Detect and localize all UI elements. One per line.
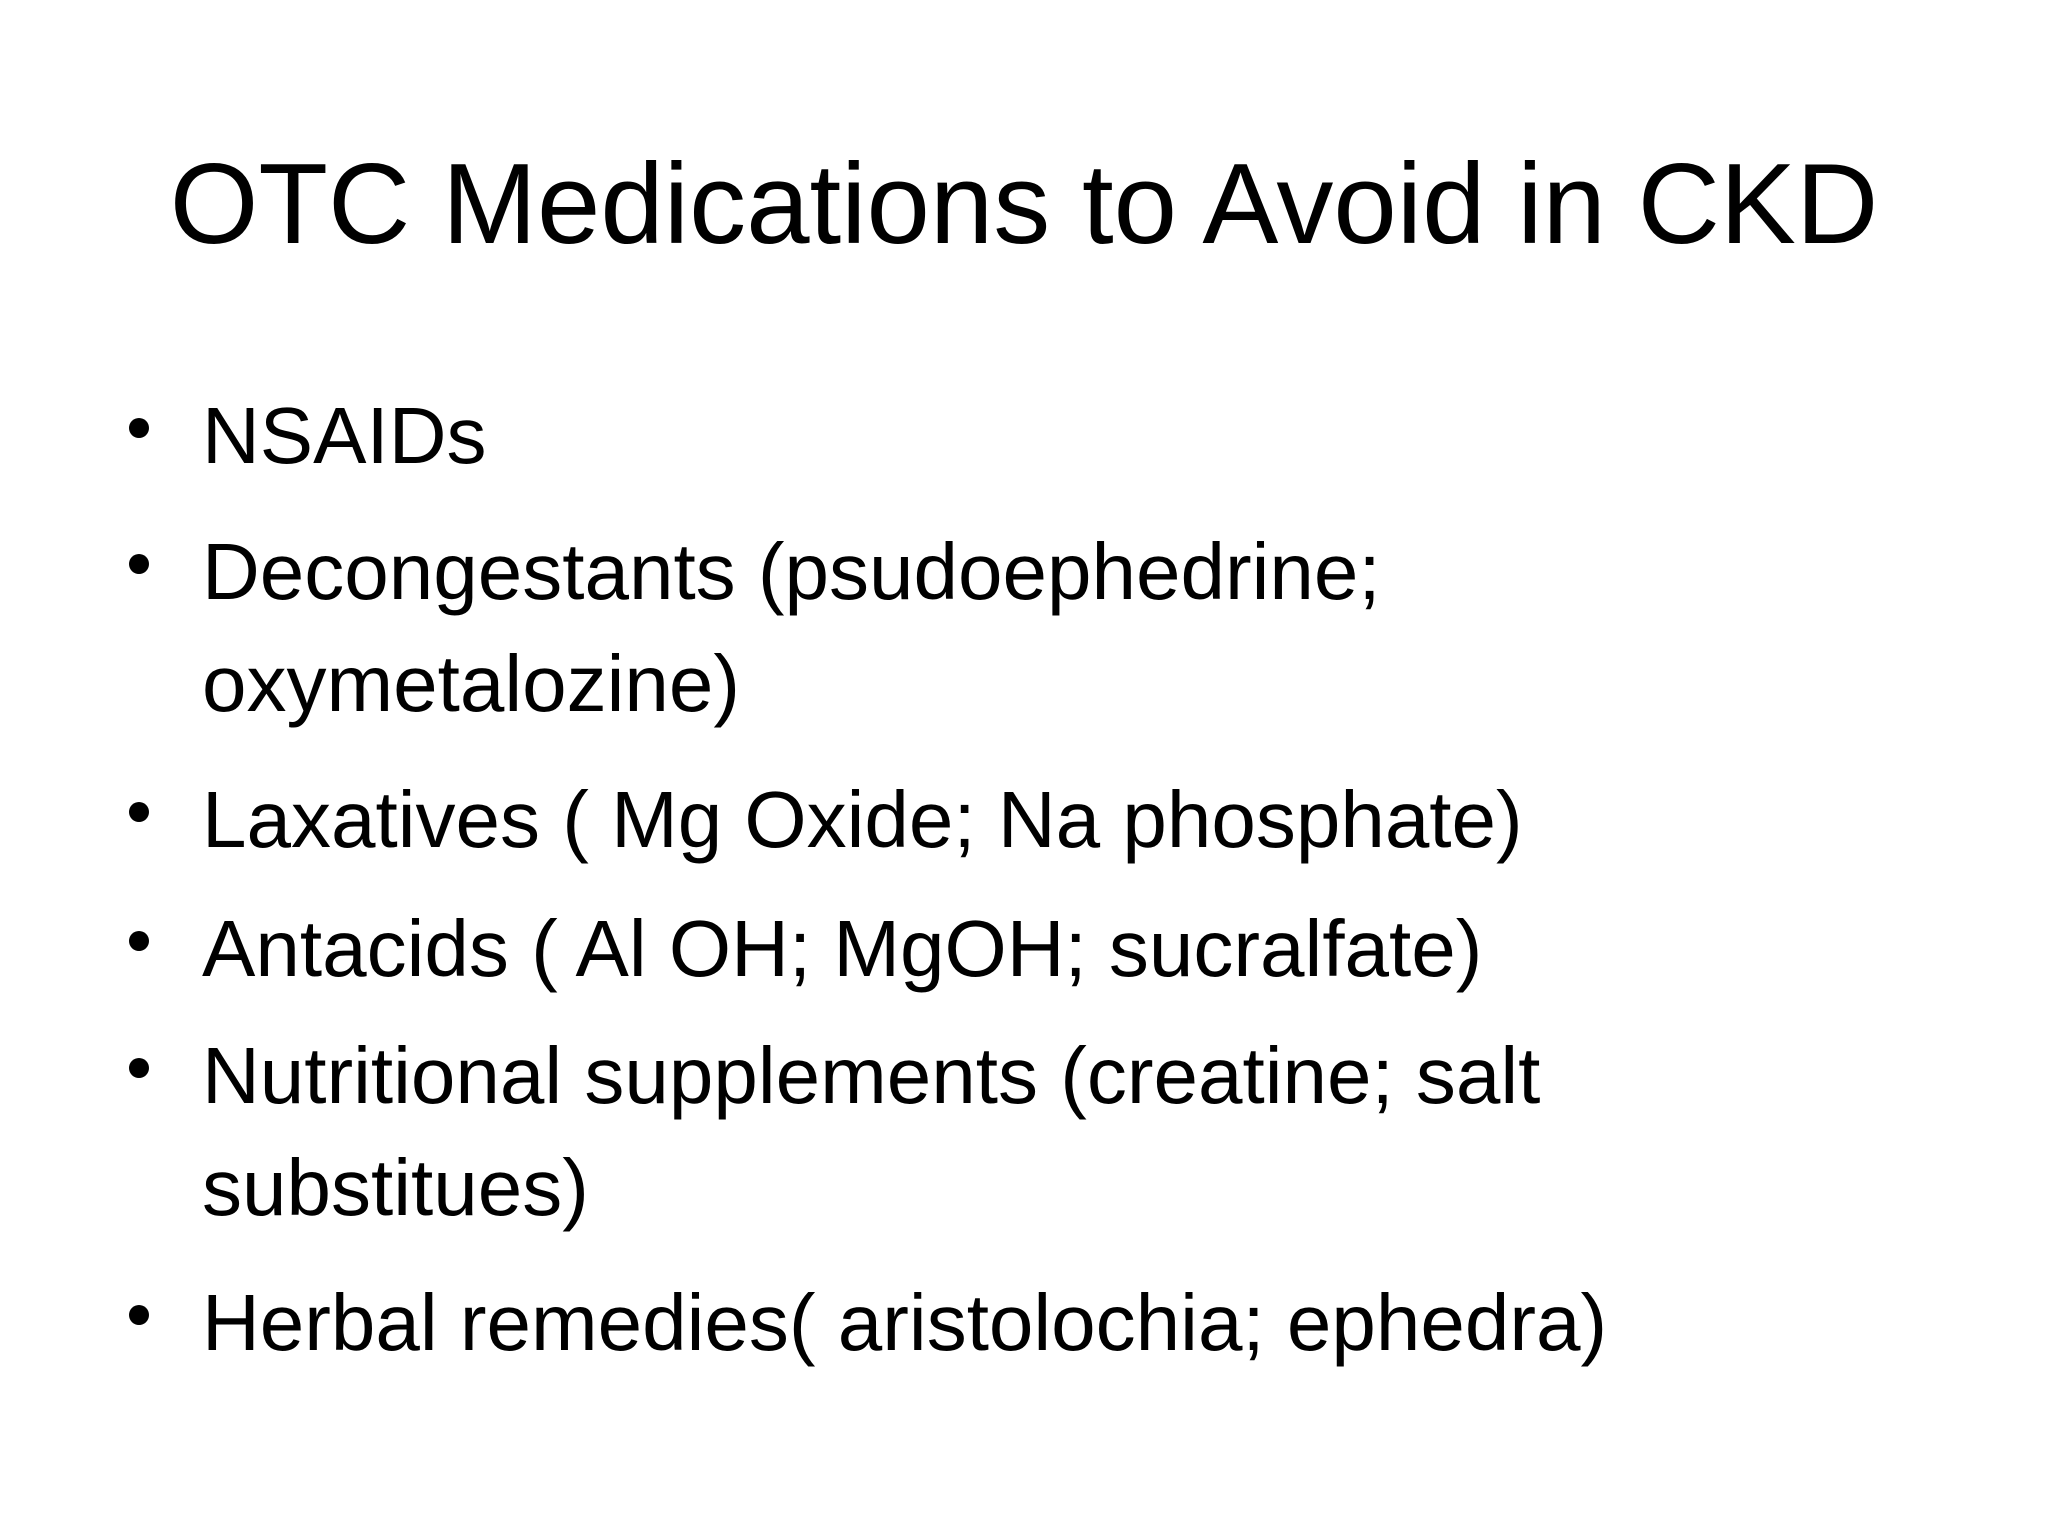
bullet-text-continued: substitues) bbox=[202, 1143, 589, 1232]
bullet-dot-icon bbox=[129, 418, 149, 438]
bullet-text: Laxatives ( Mg Oxide; Na phosphate) bbox=[202, 775, 1523, 864]
slide-title: OTC Medications to Avoid in CKD bbox=[169, 141, 1879, 268]
bullet-text: Decongestants (psudoephedrine; bbox=[202, 527, 1381, 616]
bullet-item-antacids bbox=[202, 893, 1902, 1005]
bullet-dot-icon bbox=[129, 802, 149, 822]
bullet-item-herbal-remedies bbox=[202, 1267, 1902, 1379]
bullet-text: Herbal remedies( aristolochia; ephedra) bbox=[202, 1278, 1608, 1367]
bullet-item-decongestants bbox=[202, 516, 1902, 740]
bullet-dot-icon bbox=[129, 1305, 149, 1325]
bullet-dot-icon bbox=[129, 554, 149, 574]
bullet-dot-icon bbox=[129, 1058, 149, 1078]
bullet-text: Antacids ( Al OH; MgOH; sucralfate) bbox=[202, 904, 1483, 993]
bullet-text: Nutritional supplements (creatine; salt bbox=[202, 1031, 1541, 1120]
bullet-item-laxatives bbox=[202, 764, 1902, 876]
bullet-dot-icon bbox=[129, 931, 149, 951]
bullet-item-nutritional-supplements bbox=[202, 1020, 1902, 1244]
bullet-text-continued: oxymetalozine) bbox=[202, 639, 741, 728]
bullet-item-nsaids bbox=[202, 380, 1902, 492]
bullet-text: NSAIDs bbox=[202, 391, 487, 480]
